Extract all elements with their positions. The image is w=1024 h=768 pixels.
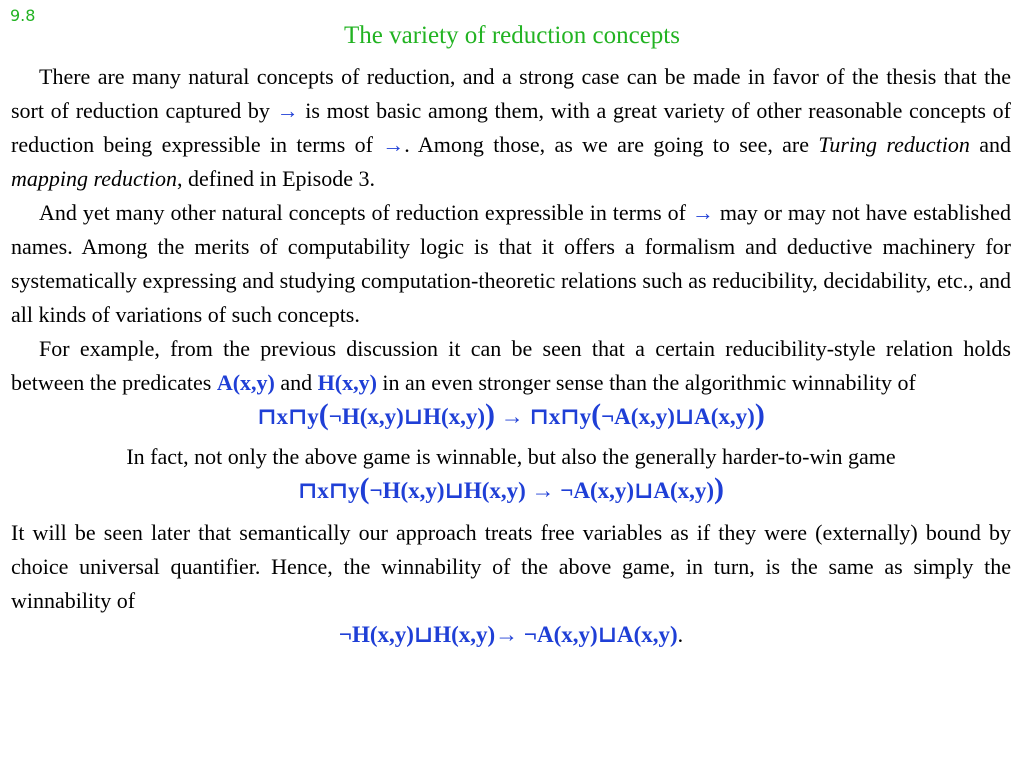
- turing-reduction-term: Turing reduction: [818, 132, 970, 157]
- formula-1-arrow: →: [495, 404, 530, 429]
- reduction-arrow-symbol: →: [276, 98, 299, 123]
- reduction-arrow-symbol-2: →: [382, 132, 405, 157]
- predicate-h: H(x,y): [317, 370, 377, 395]
- formula-3-text: ¬H(x,y)⊔H(x,y)→ ¬A(x,y)⊔A(x,y): [338, 622, 678, 647]
- slide-body: [11, 60, 1011, 652]
- mapping-reduction-term: mapping reduction: [11, 166, 177, 191]
- p1-text-d: , defined in Episode 3.: [177, 166, 375, 191]
- paragraph-2: [11, 196, 1011, 332]
- formula-3: [11, 618, 1011, 652]
- p3-text-and: and: [274, 370, 318, 395]
- formula-2-prefix: ⊓x⊓y: [297, 478, 360, 503]
- predicate-a: A(x,y): [216, 370, 275, 395]
- formula-1-left-close-paren: ): [485, 398, 496, 431]
- slide-title: The variety of reduction concepts: [344, 22, 680, 49]
- formula-3-period: .: [677, 622, 684, 647]
- formula-2-inner: ¬H(x,y)⊔H(x,y) → ¬A(x,y)⊔A(x,y): [369, 478, 715, 503]
- formula-1-right-open-paren: (: [591, 398, 602, 431]
- paragraph-4: In fact, not only the above game is winnable, but also the generally harder-to-win game: [126, 444, 896, 469]
- formula-1-left-inner: ¬H(x,y)⊔H(x,y): [328, 404, 486, 429]
- p3-text-b: in an even stronger sense than the algorithmic winnability of: [376, 370, 916, 395]
- slide-number: 9.8: [10, 6, 36, 25]
- formula-2-close-paren: ): [714, 472, 725, 505]
- p2-text-b: may or may not have established names. Among the merits of computability logic is that it offers a formalism and deductive machinery for systematically expressing and studying computation-theoretic relations such as reducibility, decidability, etc., and all kinds of variations of such concepts.: [11, 200, 1011, 327]
- paragraph-5: It will be seen later that semantically our approach treats free variables as if they were (externally) bound by choice universal quantifier. Hence, the winnability of the above game, in turn, is the same as simply the winnability of: [11, 520, 1011, 613]
- formula-1-right-prefix: ⊓x⊓y: [529, 404, 592, 429]
- paragraph-3: [11, 332, 1011, 400]
- formula-1-right-inner: ¬A(x,y)⊔A(x,y): [601, 404, 755, 429]
- reduction-arrow-symbol-3: →: [691, 200, 714, 225]
- p3-text-a: For example, from the previous discussion it can be seen that a certain reducibility-style relation holds between the predicates: [11, 336, 1011, 395]
- p1-text-a: There are many natural concepts of reduction, and a strong case can be made in favor of the thesis that the sort of reduction captured by: [11, 64, 1011, 123]
- p2-text-a: And yet many other natural concepts of reduction expressible in terms of: [39, 200, 692, 225]
- formula-1-left-open-paren: (: [318, 398, 329, 431]
- formula-2: [11, 474, 1011, 508]
- p1-text-c: . Among those, as we are going to see, are: [404, 132, 819, 157]
- formula-1-left-prefix: ⊓x⊓y: [257, 404, 319, 429]
- paragraph-1: [11, 60, 1011, 196]
- formula-2-open-paren: (: [359, 472, 370, 505]
- p1-text-b: is most basic among them, with a great variety of other reasonable concepts of reduction being expressible in terms of: [11, 98, 1012, 157]
- formula-1: [11, 400, 1011, 434]
- formula-1-right-close-paren: ): [754, 398, 765, 431]
- p1-text-and: and: [969, 132, 1011, 157]
